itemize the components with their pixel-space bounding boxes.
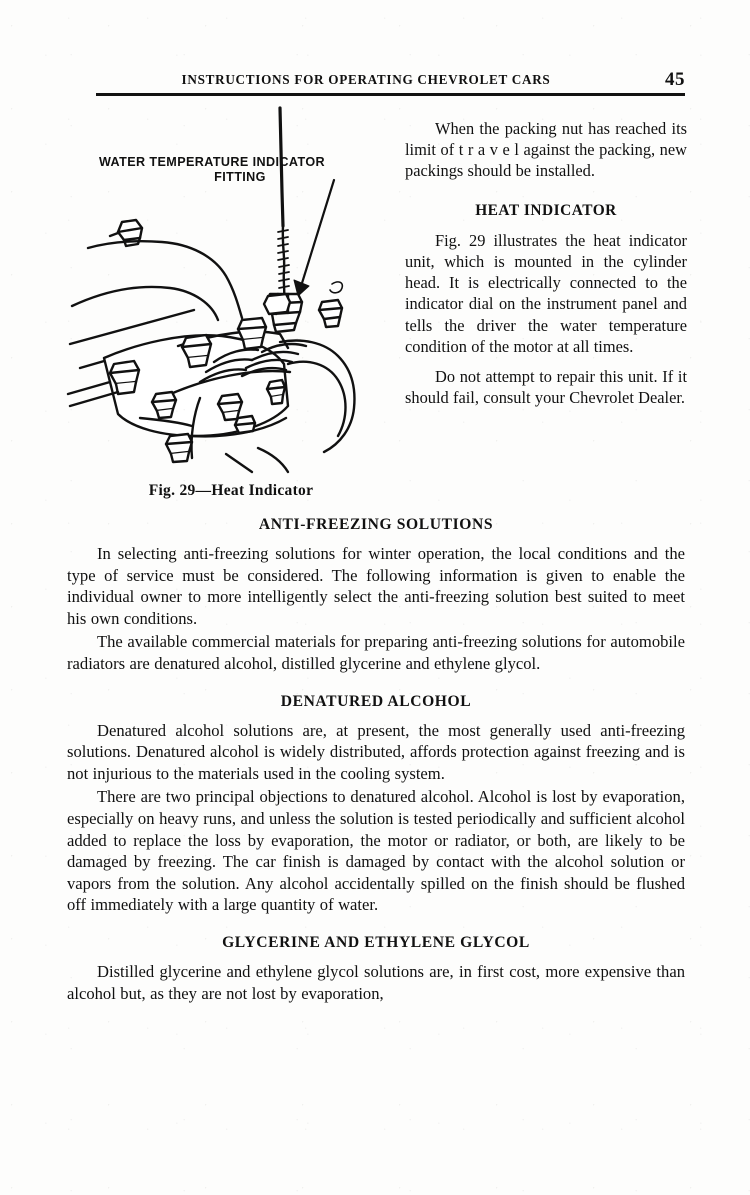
body-text-column (67, 516, 685, 1006)
paragraph-packing-nut: When the packing nut has reached its limit of t r a v e l against the packing, new packings should be installed. (405, 119, 687, 181)
paragraph-selecting-anti-freezing: In selecting anti-freezing solutions for winter operation, the local conditions and the type of service must be considered. The following information is given to enable the individual owner to more intelligently select the anti-freezing solution best suited to meet his own conditions. (67, 544, 685, 628)
heading-anti-freezing-solutions: ANTI-FREEZING SOLUTIONS (258, 516, 494, 533)
heading-denatured-alcohol: DENATURED ALCOHOL (280, 692, 472, 710)
page-number: 45 (665, 69, 685, 90)
heading-heat-indicator: HEAT INDICATOR (475, 201, 617, 219)
paragraph-glycerine-cost: Distilled glycerine and ethylene glycol solutions are, in first cost, more expensive than alcohol but, as they are not lost by evaporation, (67, 961, 685, 1003)
header-rule (96, 93, 685, 96)
figure-heat-indicator (66, 106, 396, 506)
figure-callout-line-2: FITTING (214, 170, 266, 184)
figure-caption: Fig. 29—Heat Indicator (148, 482, 314, 499)
running-head-title: INSTRUCTIONS FOR OPERATING CHEVROLET CARS (181, 72, 551, 87)
paragraph-denatured-alcohol-objections: There are two principal objections to denatured alcohol. Alcohol is lost by evaporation, especially on heavy runs, and unless the solution is tested periodically and sufficient alcohol added to replace the loss by evaporation, the motor or radiator, or both, are likely to be damaged by freezing. The car finish is damaged by contact with the alcohol solution or vapors from the solution. Any alcohol accidentally spilled on the finish should be flushed off immediately with a large quantity of water. (67, 787, 685, 915)
heading-glycerine-and-ethylene-glycol: GLYCERINE AND ETHYLENE GLYCOL (222, 933, 530, 951)
paragraph-do-not-repair: Do not attempt to repair this unit. If it should fail, consult your Chevrolet Dealer. (405, 367, 687, 408)
right-text-column (405, 118, 687, 408)
running-head (96, 69, 685, 94)
paragraph-commercial-materials: The available commercial materials for preparing anti-freezing solutions for automobile radiators are denatured alcohol, distilled glycerine and ethylene glycol. (67, 632, 685, 673)
figure-callout-line-1: WATER TEMPERATURE INDICATOR (98, 155, 326, 169)
figure-callout-water-temperature-indicator-fitting (62, 155, 362, 185)
paragraph-heat-indicator-description: Fig. 29 illustrates the heat indicator unit, which is mounted in the cylinder head. It is electrically connected to the indicator dial on the instrument panel and tells the driver the water temperature condition of the motor at all times. (405, 230, 687, 356)
paragraph-denatured-alcohol-general: Denatured alcohol solutions are, at present, the most generally used anti-freezing solutions. Denatured alcohol is widely distributed, affords protection against freezing and is not injurious to the materials used in the cooling system. (67, 720, 685, 783)
